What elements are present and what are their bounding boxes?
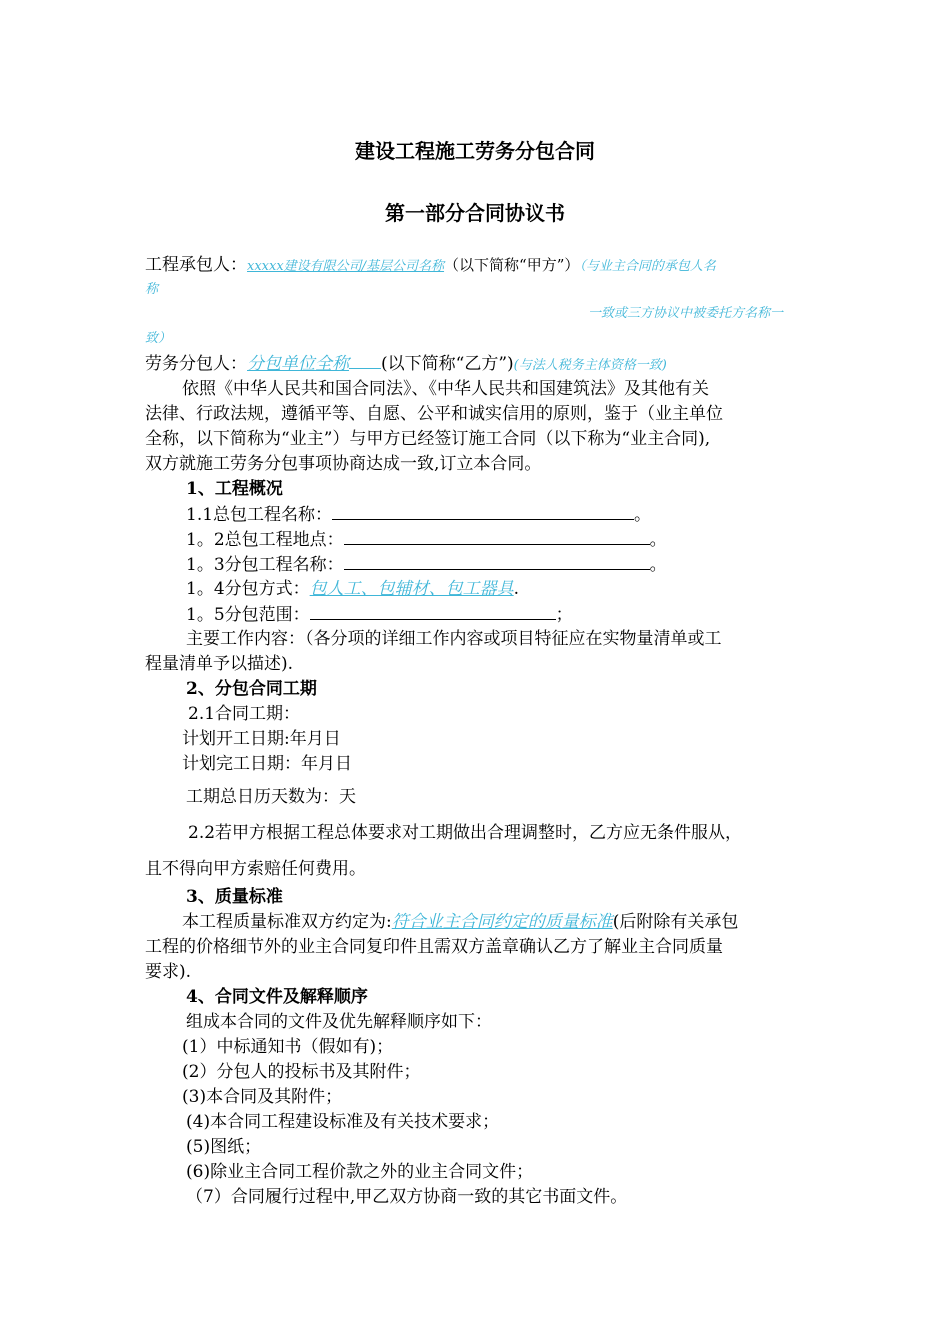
item-1-2 [186,528,667,551]
subcontractor-line [145,353,667,377]
quality-note: (后附除有关承包 [612,912,739,932]
list-item: (6)除业主合同工程价款之外的业主合同文件； [186,1162,534,1182]
item-1-2-label: 1。2总包工程地点： [186,530,344,550]
item-1-5-end: ； [555,605,573,625]
section-2-heading: 2、分包合同工期 [186,679,317,699]
contractor-name: xxxxx建设有限公司/基层公司名称 [247,259,445,274]
contractor-hint-1: （与业主合同的承包人名 [579,259,716,274]
item-2-1: 2.1合同工期： [188,704,301,724]
item-2-2-line: 且不得向甲方索赔任何费用。 [145,859,366,879]
section-4-heading: 4、合同文件及解释顺序 [186,987,368,1007]
quality-line: 要求). [145,962,192,982]
quality-line: 工程的价格细节外的业主合同复印件且需双方盖章确认乙方了解业主合同质量 [145,937,723,957]
list-item: (1）中标通知书（假如有)； [182,1037,394,1057]
subcontractor-hint: (与法人税务主体资格一致) [513,358,667,373]
item-1-3-end: 。 [649,555,667,575]
list-item: (3)本合同及其附件； [182,1087,343,1107]
preamble-line: 全称，以下简称为“业主”）与甲方已经签订施工合同（以下称为“业主合同), [145,429,711,449]
item-1-4-end: . [513,579,520,599]
item-1-1-blank [332,503,634,520]
section-4-intro: 组成本合同的文件及优先解释顺序如下： [186,1012,492,1032]
item-1-2-blank [344,528,650,545]
contractor-hint-4: 致） [145,331,172,346]
item-1-4-label: 1。4分包方式： [186,579,310,599]
subcontractor-name-underline [349,354,381,369]
subcontractor-name: 分包单位全称 [247,354,349,374]
quality-label: 本工程质量标准双方约定为: [182,912,392,932]
quality-line [182,911,738,933]
item-1-3 [186,553,667,576]
section-3-heading: 3、质量标准 [186,887,283,907]
list-item: （7）合同履行过程中,甲乙双方协商一致的其它书面文件。 [186,1187,628,1207]
item-1-1-end: 。 [634,505,652,525]
work-content-line: 主要工作内容：（各分项的详细工作内容或项目特征应在实物量清单或工 [186,629,722,649]
contractor-line [145,254,716,278]
item-1-1-label: 1.1总包工程名称： [186,505,333,525]
planned-end-date: 计划完工日期：年月日 [182,754,352,774]
document-subtitle: 第一部分合同协议书 [385,201,565,225]
item-2-2-line: 2.2若甲方根据工程总体要求对工期做出合理调整时，乙方应无条件服从， [188,823,743,843]
item-1-1 [186,503,651,526]
preamble-line: 双方就施工劳务分包事项协商达成一致,订立本合同。 [145,454,542,474]
document-title: 建设工程施工劳务分包合同 [355,139,595,163]
list-item: (5)图纸； [186,1137,262,1157]
contractor-label: 工程承包人： [145,255,247,275]
item-1-2-end: 。 [649,530,667,550]
subcontractor-label: 劳务分包人： [145,354,247,374]
item-1-3-blank [344,553,650,570]
list-item: (2）分包人的投标书及其附件； [182,1062,421,1082]
item-1-4-value: 包人工、包辅材、包工器具 [309,579,514,599]
item-1-4 [186,578,519,600]
total-days: 工期总日历天数为：天 [186,787,356,807]
preamble-line: 依照《中华人民共和国合同法》、《中华人民共和国建筑法》及其他有关 [182,379,709,399]
item-1-5-blank [310,603,556,620]
contractor-hint-3: 一致或三方协议中被委托方名称一 [588,306,784,321]
item-1-3-label: 1。3分包工程名称： [186,555,344,575]
preamble-line: 法律、行政法规，遵循平等、自愿、公平和诚实信用的原则，鉴于（业主单位 [145,404,723,424]
planned-start-date: 计划开工日期:年月日 [182,729,341,749]
subcontractor-short: (以下简称“乙方”) [381,354,514,374]
work-content-line: 程量清单予以描述). [145,654,294,674]
item-1-5-label: 1。5分包范围： [186,605,310,625]
item-1-5 [186,603,573,626]
quality-value: 符合业主合同约定的质量标准 [391,912,613,932]
contractor-short: （以下简称“甲方”） [444,256,580,274]
list-item: (4)本合同工程建设标准及有关技术要求； [186,1112,500,1132]
section-1-heading: 1、工程概况 [186,479,283,499]
contractor-hint-2: 称 [145,282,159,297]
